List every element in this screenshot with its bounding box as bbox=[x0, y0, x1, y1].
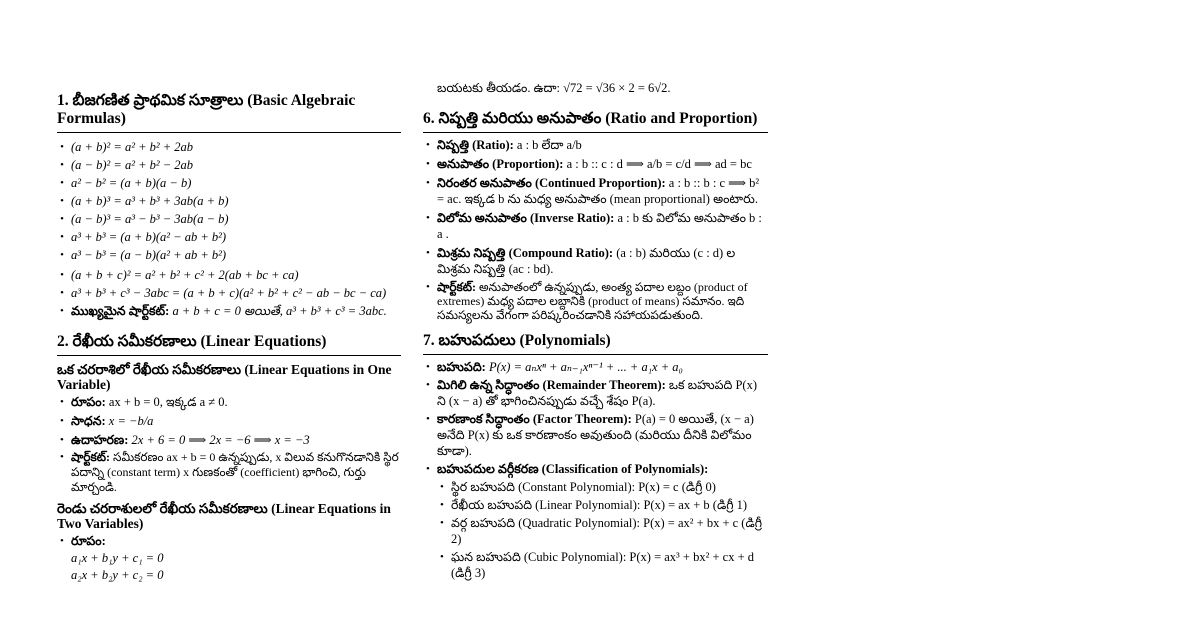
list-item bbox=[423, 245, 768, 277]
item-text: P(a) = 0 అయితే, (x − a) అనేది P(x) కు ఒక కారణాంకం అవుతుంది (మరియు దీనికి విలోమం కూడా). bbox=[437, 412, 754, 458]
left-column bbox=[57, 0, 401, 583]
list-item: • రేఖీయ బహుపది (Linear Polynomial): P(x) = ax + b (డిగ్రీ 1) bbox=[437, 497, 768, 513]
equation: a₁x + b₁y + c₁ = 0 bbox=[71, 551, 164, 565]
list-item: • స్థిర బహుపది (Constant Polynomial): P(x) = c (డిగ్రీ 0) bbox=[437, 479, 768, 495]
item-label: నిష్పత్తి (Ratio): bbox=[437, 138, 514, 152]
list-item bbox=[423, 377, 768, 409]
item-label: బహుపదుల వర్గీకరణ (Classification of Polynomials): bbox=[437, 462, 709, 476]
item-label: రూపం: bbox=[71, 395, 106, 409]
item-text: అనుపాతంలో ఉన్నప్పుడు, అంత్య పదాల లబ్దం (product of extremes) మధ్య పదాల లబ్దానికి (product of means) సమానం. ఇది సమస్యలను వేగంగా పరిష్కరించడానికి సహాయపడుతుంది. bbox=[437, 280, 748, 322]
list-item bbox=[57, 432, 401, 448]
list-item: • a² − b² = (a + b)(a − b) bbox=[57, 175, 401, 191]
list-item: • a³ − b³ = (a − b)(a² + ab + b²) bbox=[57, 247, 401, 263]
item-text: a : b లేదా a/b bbox=[516, 138, 582, 152]
list-item bbox=[423, 280, 768, 322]
item-label: షార్ట్‌కట్: bbox=[71, 450, 111, 464]
item-text: ఒక బహుపది P(x) ని (x − a) తో భాగించినప్పుడు వచ్చే శేషం P(a). bbox=[437, 378, 757, 408]
list-item: • a³ + b³ + c³ − 3abc = (a + b + c)(a² + b² + c² − ab − bc − ca) bbox=[57, 285, 401, 301]
linear-two-var-list bbox=[57, 533, 401, 583]
ratio-list bbox=[423, 137, 768, 322]
list-item bbox=[423, 461, 768, 581]
list-item bbox=[57, 394, 401, 410]
section-1-heading: 1. బీజగణిత ప్రాథమిక సూత్రాలు (Basic Algebraic Formulas) bbox=[57, 92, 401, 133]
list-item: • వర్గ బహుపది (Quadratic Polynomial): P(x) = ax² + bx + c (డిగ్రీ 2) bbox=[437, 515, 768, 547]
item-text: x = −b/a bbox=[108, 414, 154, 428]
item-label: మిశ్రమ నిష్పత్తి (Compound Ratio): bbox=[437, 246, 614, 260]
subsection-heading: రెండు చరరాశులలో రేఖీయ సమీకరణాలు (Linear Equations in Two Variables) bbox=[57, 501, 391, 531]
list-item: • (a + b + c)² = a² + b² + c² + 2(ab + bc + ca) bbox=[57, 267, 401, 283]
list-item: • (a − b)² = a² + b² − 2ab bbox=[57, 157, 401, 173]
list-item: • a³ + b³ = (a + b)(a² − ab + b²) bbox=[57, 229, 401, 245]
section-7-heading: 7. బహుపదులు (Polynomials) bbox=[423, 332, 768, 355]
list-item bbox=[423, 359, 768, 375]
item-label: షార్ట్‌కట్: bbox=[437, 280, 477, 294]
section-6-heading: 6. నిష్పత్తి మరియు అనుపాతం (Ratio and Proportion) bbox=[423, 110, 768, 133]
item-text: ax + b = 0, ఇక్కడ a ≠ 0. bbox=[108, 395, 228, 409]
item-text: (a : b) మరియు (c : d) ల మిశ్రమ నిష్పత్తి (ac : bd). bbox=[437, 246, 736, 276]
item-text: సమీకరణం ax + b = 0 ఉన్నప్పుడు, x విలువ కనుగొనడానికి స్థిర పదాన్ని (constant term) x గుణకంతో (coefficient) భాగించి, గుర్తు మార్చండి. bbox=[71, 450, 399, 494]
list-item bbox=[423, 411, 768, 459]
section-2-heading: 2. రేఖీయ సమీకరణాలు (Linear Equations) bbox=[57, 333, 401, 356]
list-item bbox=[423, 156, 768, 172]
item-label: కారణాంక సిద్ధాంతం (Factor Theorem): bbox=[437, 412, 632, 426]
item-label: అనుపాతం (Proportion): bbox=[437, 157, 564, 171]
item-label: విలోమ అనుపాతం (Inverse Ratio): bbox=[437, 211, 615, 225]
list-item: • (a + b)² = a² + b² + 2ab bbox=[57, 139, 401, 155]
list-item bbox=[57, 413, 401, 429]
list-item bbox=[423, 137, 768, 153]
equation: a₂x + b₂y + c₂ = 0 bbox=[71, 568, 164, 582]
item-label: నిరంతర అనుపాతం (Continued Proportion): bbox=[437, 176, 666, 190]
formula-list bbox=[57, 139, 401, 319]
item-text: 2x + 6 = 0 ⟹ 2x = −6 ⟹ x = −3 bbox=[131, 433, 310, 447]
item-text: a : b :: c : d ⟹ a/b = c/d ⟹ ad = bc bbox=[566, 157, 752, 171]
classification-list bbox=[437, 479, 768, 581]
list-item bbox=[57, 533, 401, 583]
list-item bbox=[423, 175, 768, 207]
list-item bbox=[57, 303, 401, 319]
item-label: రూపం: bbox=[71, 534, 106, 548]
list-item bbox=[423, 210, 768, 242]
shortcut-label: ముఖ్యమైన షార్ట్‌కట్: bbox=[71, 304, 170, 318]
list-item: • (a + b)³ = a³ + b³ + 3ab(a + b) bbox=[57, 193, 401, 209]
item-text: P(x) = aₙxⁿ + aₙ₋₁xⁿ⁻¹ + ... + a₁x + a₀ bbox=[488, 360, 683, 374]
item-label: మిగిలి ఉన్న సిద్ధాంతం (Remainder Theorem): bbox=[437, 378, 666, 392]
item-text: a : b :: b : c ⟹ b² = ac. ఇక్కడ b ను మధ్య అనుపాతం (mean proportional) అంటారు. bbox=[437, 176, 760, 206]
list-item bbox=[57, 450, 401, 495]
item-text: a : b కు విలోమ అనుపాతం b : a . bbox=[437, 211, 762, 241]
item-label: ఉదాహరణ: bbox=[71, 433, 129, 447]
list-item: • (a − b)³ = a³ − b³ − 3ab(a − b) bbox=[57, 211, 401, 227]
shortcut-text: a + b + c = 0 అయితే, a³ + b³ + c³ = 3abc. bbox=[172, 304, 387, 318]
subsection-heading: ఒక చరరాశిలో రేఖీయ సమీకరణాలు (Linear Equations in One Variable) bbox=[57, 362, 392, 392]
item-label: బహుపది: bbox=[437, 360, 486, 374]
list-item: • ఘన బహుపది (Cubic Polynomial): P(x) = ax³ + bx² + cx + d (డిగ్రీ 3) bbox=[437, 549, 768, 581]
continued-text: బయటకు తీయడం. ఉదా: √72 = √36 × 2 = 6√2. bbox=[437, 81, 671, 95]
right-column bbox=[423, 0, 768, 581]
polynomial-list bbox=[423, 359, 768, 581]
item-label: సాధన: bbox=[71, 414, 106, 428]
linear-one-var-list bbox=[57, 394, 401, 495]
